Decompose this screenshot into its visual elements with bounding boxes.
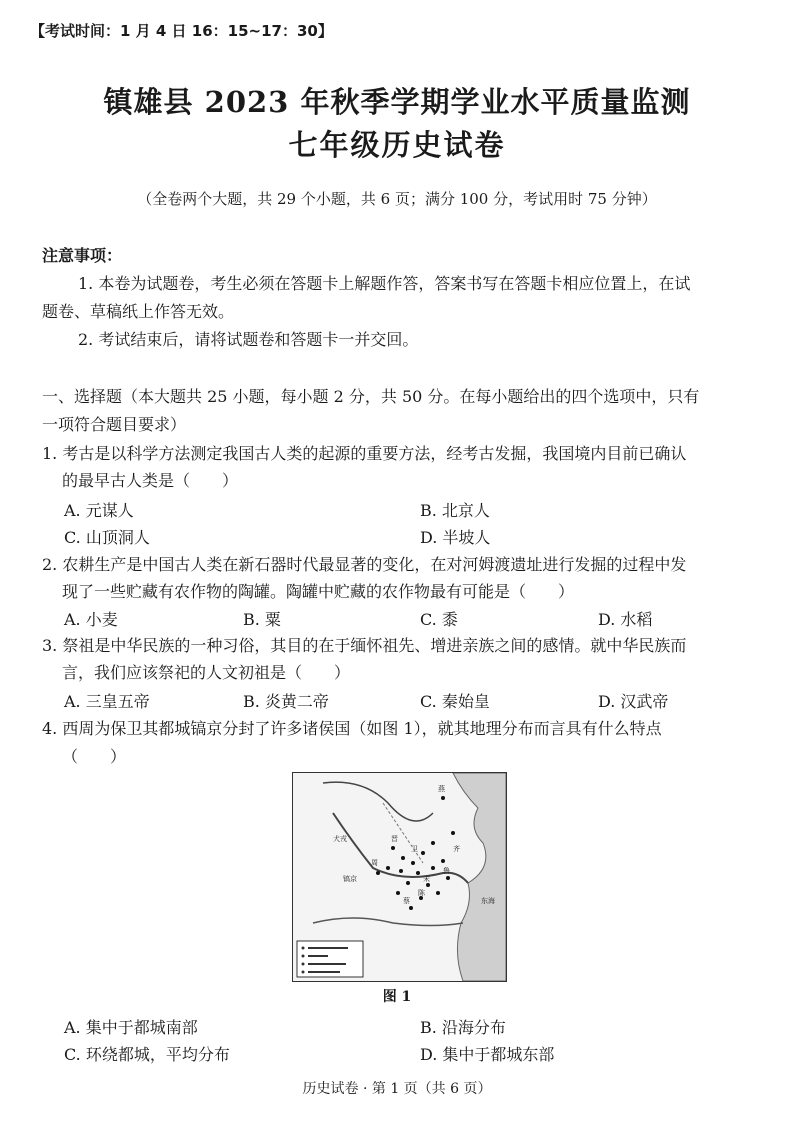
q4-option-b[interactable]: B. 沿海分布	[420, 1018, 506, 1037]
question-3: 3. 祭祖是中华民族的一种习俗，其目的在于缅怀祖先、增进亲族之间的感情。就中华民族而	[42, 636, 687, 655]
q1-option-c[interactable]: C. 山顶洞人	[64, 528, 150, 547]
q3-option-a[interactable]: A. 三皇五帝	[64, 692, 150, 711]
notice-item-1: 1. 本卷为试题卷，考生必须在答题卡上解题作答，答案书写在答题卡相应位置上，在试	[78, 274, 691, 293]
map-label-lu: 鲁	[443, 867, 450, 875]
map-label-qi: 齐	[453, 845, 460, 853]
exam-info: （全卷两个大题，共 29 个小题，共 6 页；满分 100 分，考试用时 75 分钟）	[137, 190, 657, 208]
question-4: 4. 西周为保卫其都城镐京分封了许多诸侯国（如图 1），就其地理分布而言具有什么特点	[42, 719, 662, 738]
map-label-wei: 卫	[411, 845, 418, 853]
zhou-feudal-map	[292, 772, 507, 982]
q1-option-d[interactable]: D. 半坡人	[420, 528, 491, 547]
question-1-cont: 的最早古人类是（ ）	[62, 471, 239, 490]
map-label-song: 宋	[423, 875, 430, 883]
q4-option-a[interactable]: A. 集中于都城南部	[64, 1018, 198, 1037]
map-label-chen: 陈	[418, 889, 425, 897]
section-heading: 一、选择题（本大题共 25 小题，每小题 2 分，共 50 分。在每小题给出的四个选项中，只有	[42, 387, 700, 406]
question-2-cont: 现了一些贮藏有农作物的陶罐。陶罐中贮藏的农作物最有可能是（ ）	[62, 582, 575, 601]
q2-option-a[interactable]: A. 小麦	[64, 610, 118, 629]
q2-option-d[interactable]: D. 水稻	[598, 610, 653, 629]
notice-item-1-cont: 题卷、草稿纸上作答无效。	[42, 302, 235, 321]
map-label-zhou: 周	[371, 859, 378, 867]
q1-option-a[interactable]: A. 元谋人	[64, 501, 134, 520]
map-label-yan: 燕	[438, 785, 445, 793]
question-2: 2. 农耕生产是中国古人类在新石器时代最显著的变化，在对河姆渡遗址进行发掘的过程中发	[42, 555, 687, 574]
q3-option-c[interactable]: C. 秦始皇	[420, 692, 490, 711]
map-label-donghai: 东海	[481, 897, 495, 905]
map-label-cai: 蔡	[403, 897, 410, 905]
q4-option-c[interactable]: C. 环绕都城，平均分布	[64, 1045, 230, 1064]
notice-item-2: 2. 考试结束后，请将试题卷和答题卡一并交回。	[78, 330, 419, 349]
exam-time: 【考试时间：1 月 4 日 16：15~17：30】	[30, 22, 333, 40]
section-heading-cont: 一项符合题目要求）	[42, 415, 187, 434]
question-3-cont: 言，我们应该祭祀的人文初祖是（ ）	[62, 663, 351, 682]
map-label-quanrong: 犬戎	[333, 835, 347, 843]
map-label-jin: 晋	[391, 835, 398, 843]
q1-option-b[interactable]: B. 北京人	[420, 501, 490, 520]
map-label-haojing: 镐京	[343, 875, 357, 883]
page-footer: 历史试卷 · 第 1 页（共 6 页）	[302, 1081, 492, 1097]
q3-option-d[interactable]: D. 汉武帝	[598, 692, 669, 711]
question-4-cont: （ ）	[62, 747, 127, 766]
notice-heading: 注意事项：	[42, 246, 123, 265]
map-graphic	[293, 773, 506, 981]
question-1: 1. 考古是以科学方法测定我国古人类的起源的重要方法，经考古发掘，我国境内目前已确认	[42, 444, 687, 463]
q4-option-d[interactable]: D. 集中于都城东部	[420, 1045, 555, 1064]
exam-title: 镇雄县 2023 年秋季学期学业水平质量监测	[103, 85, 691, 119]
q2-option-c[interactable]: C. 黍	[420, 610, 458, 629]
figure-caption: 图 1	[382, 989, 412, 1005]
q3-option-b[interactable]: B. 炎黄二帝	[243, 692, 329, 711]
q2-option-b[interactable]: B. 粟	[243, 610, 281, 629]
exam-subject: 七年级历史试卷	[288, 128, 506, 162]
